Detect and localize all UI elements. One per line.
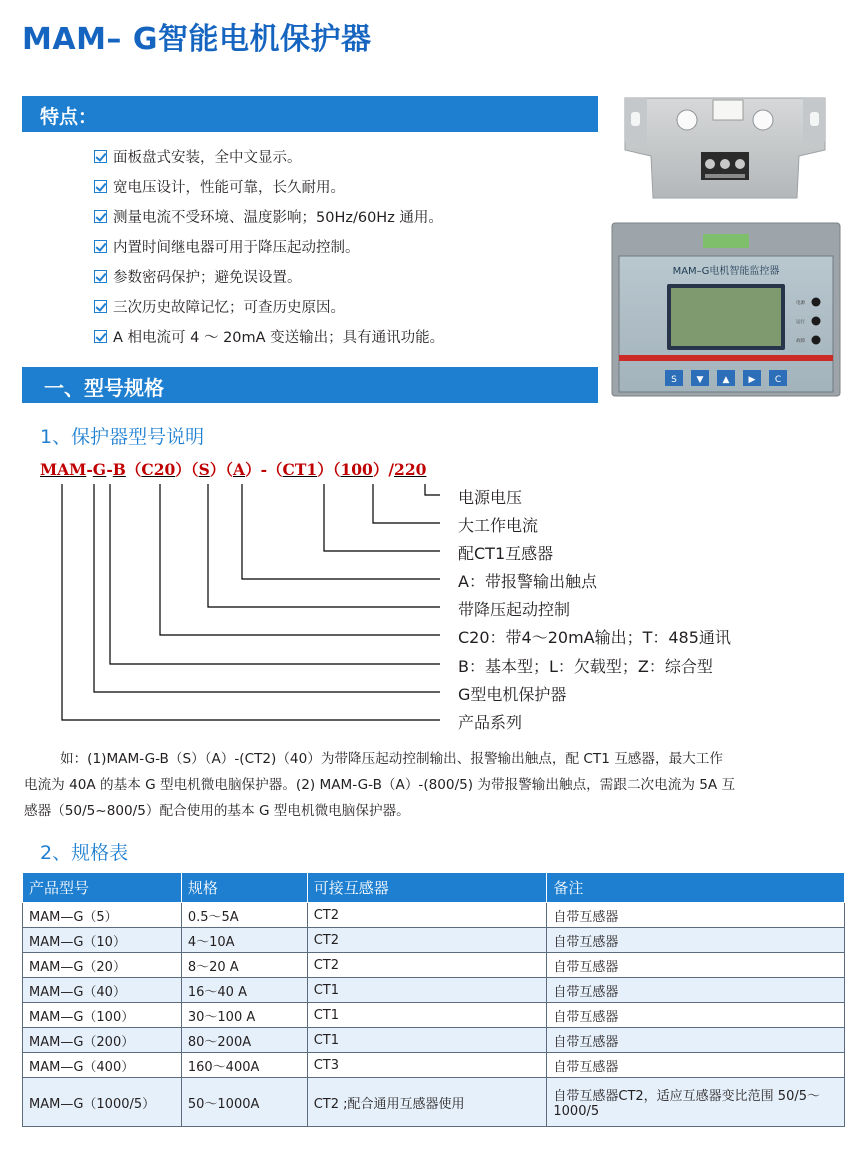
- spec-table: [22, 872, 845, 1127]
- code-part: -: [86, 460, 93, 479]
- desc-c20: C20：带4～20mA输出；T：485通讯: [458, 628, 731, 647]
- example-paragraph: [24, 746, 842, 824]
- desc-g-type: G型电机保护器: [458, 685, 567, 704]
- desc-max-current: 大工作电流: [458, 516, 539, 535]
- code-part: MAM: [40, 460, 87, 479]
- connector-line: [62, 484, 440, 720]
- table-row: [23, 978, 845, 1003]
- feature-text: 三次历史故障记忆；可查历史原因。: [113, 299, 345, 316]
- cell-spec: 8～20 A: [181, 953, 307, 978]
- cell-notes: 自带互感器: [547, 953, 845, 978]
- code-part: -: [106, 460, 113, 479]
- table-row: [23, 1003, 845, 1028]
- cell-spec: 30～100 A: [181, 1003, 307, 1028]
- code-part: C20: [141, 460, 176, 479]
- table-row: [23, 928, 845, 953]
- cell-spec: 4～10A: [181, 928, 307, 953]
- key-right-label: ▶: [748, 375, 756, 385]
- header-ct: 可接互感器: [307, 873, 547, 903]
- cell-model: MAM—G（400）: [23, 1053, 182, 1078]
- example-line: 如：(1)MAM-G-B（S）（A）-(CT2)（40）为带降压起动控制输出、报警输出触点，配 CT1 互感器，最大工作: [60, 751, 723, 767]
- code-part: 100: [340, 460, 373, 479]
- table-row: [23, 1078, 845, 1127]
- desc-product-series: 产品系列: [458, 713, 523, 732]
- model-description-subheading: 1、保护器型号说明: [40, 426, 205, 448]
- key-c-label: C: [774, 375, 782, 385]
- code-part: （: [267, 460, 283, 479]
- code-part: S: [198, 460, 210, 479]
- connector-line: [94, 484, 440, 692]
- key-s-label: S: [671, 375, 677, 385]
- code-part: -: [260, 460, 268, 479]
- example-line: 电流为 40A 的基本 G 型电机微电脑保护器。(2) MAM-G-B（A）-(800/5) 为带报警输出触点，需跟二次电流为 5A 互: [24, 777, 736, 793]
- cell-spec: 160～400A: [181, 1053, 307, 1078]
- connector-line: [242, 484, 440, 579]
- feature-text: 内置时间继电器可用于降压起动控制。: [113, 239, 360, 256]
- key-down-label: ▼: [696, 375, 704, 385]
- table-row: [23, 953, 845, 978]
- code-part: （: [125, 460, 142, 479]
- header-spec: 规格: [181, 873, 307, 903]
- desc-reduced-voltage: 带降压起动控制: [458, 600, 571, 619]
- cell-model: MAM—G（5）: [23, 903, 182, 928]
- table-header-row: [23, 873, 845, 903]
- code-part: 220: [394, 460, 427, 479]
- cell-model: MAM—G（100）: [23, 1003, 182, 1028]
- code-part: （: [190, 460, 199, 479]
- indicator-fault-label: 故障: [796, 339, 805, 344]
- code-part: CT1: [282, 460, 318, 479]
- cell-model: MAM—G（200）: [23, 1028, 182, 1053]
- feature-text: 测量电流不受环境、温度影响；50Hz/60Hz 通用。: [113, 209, 443, 226]
- cell-ct: CT2: [307, 928, 547, 953]
- desc-type: B：基本型；L：欠载型；Z：综合型: [458, 657, 713, 676]
- cell-ct: CT2: [307, 953, 547, 978]
- desc-ct1: 配CT1互感器: [458, 544, 554, 563]
- model-spec-heading: 一、型号规格: [44, 376, 164, 400]
- page-title: MAM– G智能电机保护器: [22, 22, 372, 57]
- cell-notes: 自带互感器: [547, 978, 845, 1003]
- indicator-run-label: 运行: [796, 320, 805, 325]
- cell-notes: 自带互感器: [547, 928, 845, 953]
- cell-spec: 16～40 A: [181, 978, 307, 1003]
- cell-notes: 自带互感器: [547, 1028, 845, 1053]
- code-part: G: [92, 460, 107, 479]
- cell-ct: CT2: [307, 903, 547, 928]
- cell-ct: CT1: [307, 1003, 547, 1028]
- cell-ct: CT1: [307, 1028, 547, 1053]
- connector-line: [425, 484, 440, 495]
- code-part: ）: [175, 460, 191, 479]
- cell-model: MAM—G（1000/5）: [23, 1078, 182, 1127]
- cell-spec: 0.5～5A: [181, 903, 307, 928]
- code-part: ）: [209, 460, 226, 479]
- cell-spec: 80～200A: [181, 1028, 307, 1053]
- cell-spec: 50～1000A: [181, 1078, 307, 1127]
- feature-text: 宽电压设计，性能可靠，长久耐用。: [113, 179, 345, 196]
- desc-supply-voltage: 电源电压: [458, 488, 523, 507]
- header-notes: 备注: [547, 873, 845, 903]
- cell-model: MAM—G（40）: [23, 978, 182, 1003]
- table-row: [23, 1028, 845, 1053]
- code-part: B: [112, 460, 126, 479]
- connector-line: [160, 484, 440, 635]
- header-model: 产品型号: [23, 873, 182, 903]
- connector-line: [373, 484, 440, 523]
- table-row: [23, 1053, 845, 1078]
- code-part: （: [225, 460, 234, 479]
- cell-notes: 自带互感器CT2，适应互感器变比范围 50/5～1000/5: [547, 1078, 845, 1127]
- connector-line: [324, 484, 440, 551]
- table-row: [23, 903, 845, 928]
- cell-ct: CT2 ;配合通用互感器使用: [307, 1078, 547, 1127]
- cell-notes: 自带互感器: [547, 1003, 845, 1028]
- cell-ct: CT1: [307, 978, 547, 1003]
- indicator-power-label: 电源: [796, 301, 805, 306]
- feature-text: 面板盘式安装，全中文显示。: [113, 149, 302, 166]
- code-part: ）: [372, 460, 389, 479]
- example-line: 感器（50/5~800/5）配合使用的基本 G 型电机微电脑保护器。: [24, 803, 410, 819]
- cell-notes: 自带互感器: [547, 903, 845, 928]
- desc-alarm-output: A：带报警输出触点: [458, 572, 597, 591]
- code-part: （: [332, 460, 341, 479]
- code-part: ）: [245, 460, 261, 479]
- feature-text: 参数密码保护；避免误设置。: [113, 269, 302, 286]
- cell-model: MAM—G（10）: [23, 928, 182, 953]
- cell-ct: CT3: [307, 1053, 547, 1078]
- cell-model: MAM—G（20）: [23, 953, 182, 978]
- code-part: ）: [317, 460, 333, 479]
- key-up-label: ▲: [722, 375, 730, 385]
- spec-table-subheading: 2、规格表: [40, 842, 129, 864]
- features-heading: 特点：: [40, 106, 98, 128]
- code-part: /: [388, 460, 395, 479]
- monitor-label: MAM–G电机智能监控器: [672, 266, 780, 277]
- feature-text: A 相电流可 4 ～ 20mA 变送输出；具有通讯功能。: [113, 329, 445, 346]
- cell-notes: 自带互感器: [547, 1053, 845, 1078]
- code-part: A: [233, 460, 246, 479]
